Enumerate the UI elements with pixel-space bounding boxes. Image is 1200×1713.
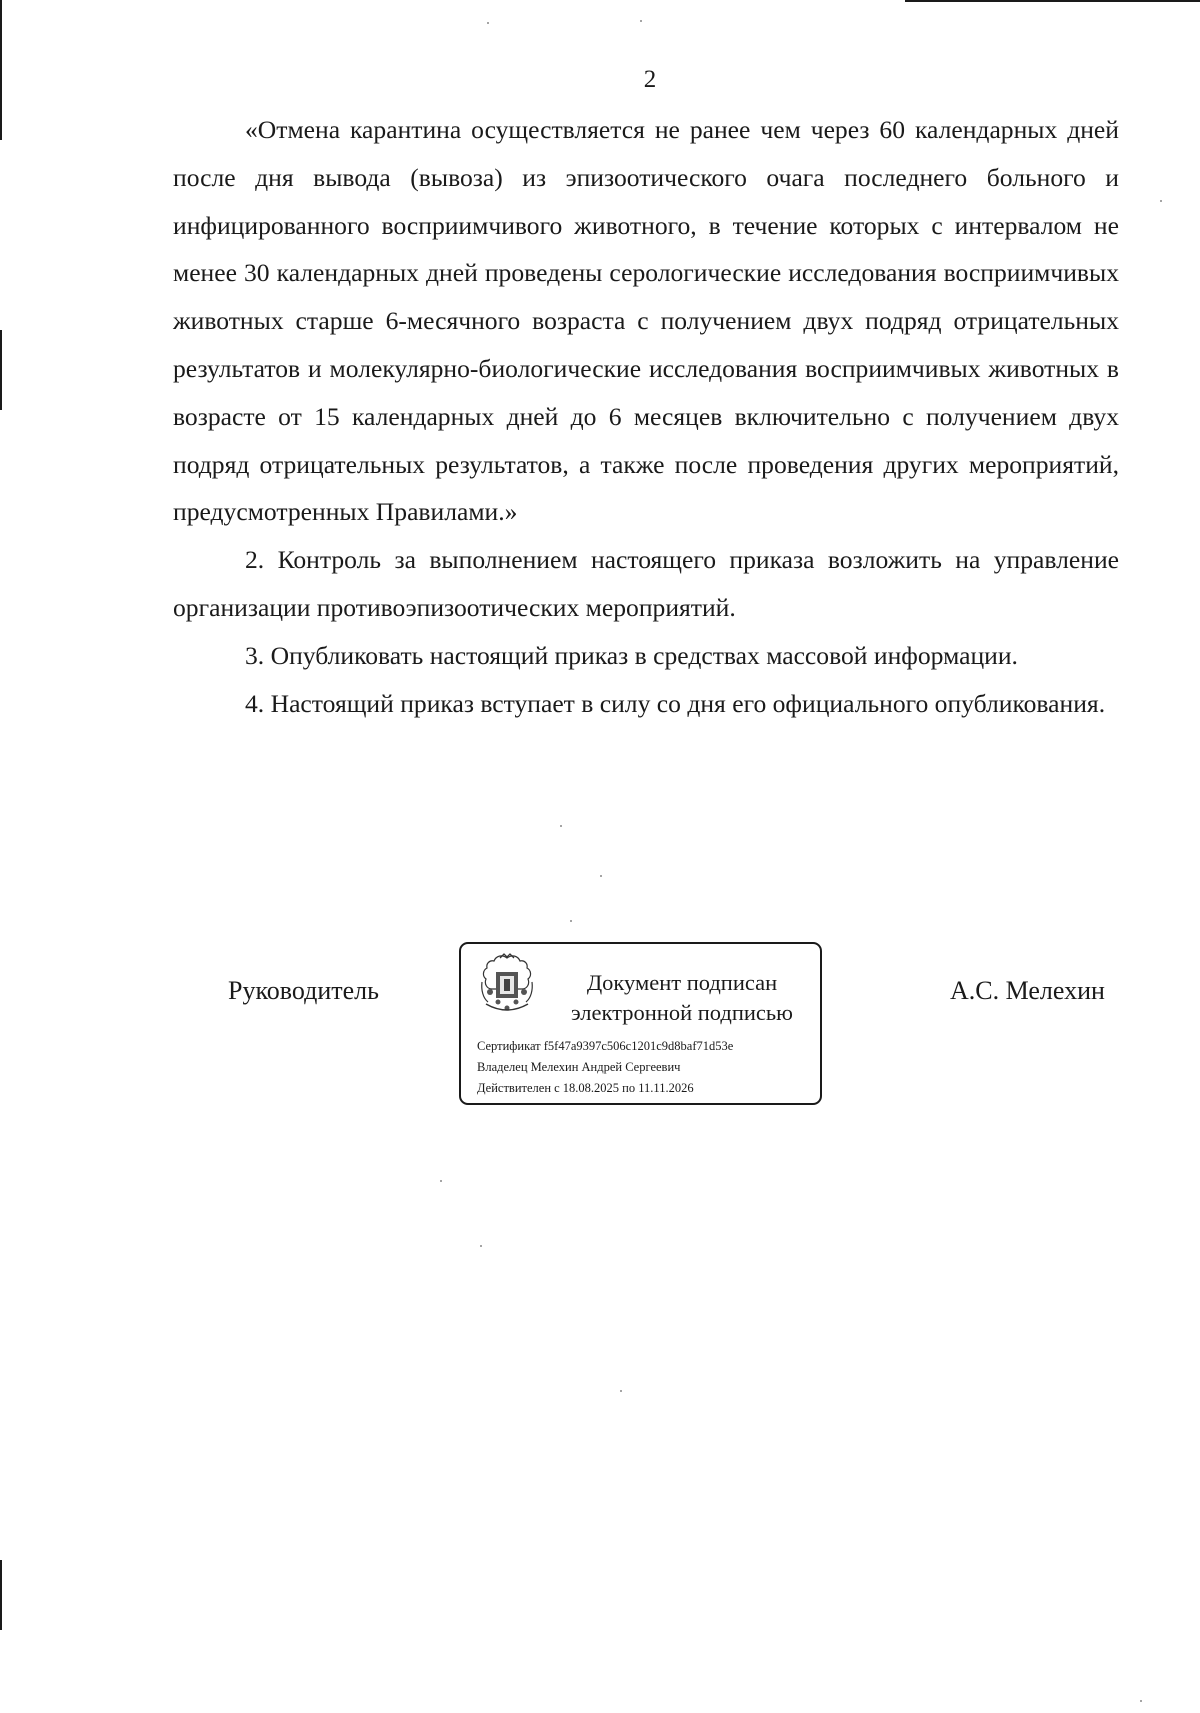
scan-edge-line-top — [905, 0, 1200, 2]
scan-speck — [570, 920, 572, 922]
paragraph-quarantine-cancellation: «Отмена карантина осуществляется не ранее чем через 60 календарных дней после дня вывода (вывоза) из эпизоотического очага последнего больного и инфицированного восприимчивого животного, в течение которых с интервалом не менее 30 календарных дней проведены серологические исследования восприимчивых животных старше 6-месячного возраста с получением двух подряд отрицательных результатов и молекулярно-биологические исследования восприимчивых животных в возрасте от 15 календарных дней до 6 месяцев включительно с получением двух подряд отрицательных результатов, а также после проведения других мероприятий, предусмотренных Правилами.» — [173, 115, 1119, 527]
stamp-details — [477, 1036, 733, 1099]
stamp-title-line-1: Документ подписан — [586, 970, 778, 995]
order-body — [173, 106, 1119, 727]
scan-speck — [1140, 1700, 1142, 1702]
scan-edge-line-left-2 — [0, 330, 2, 410]
stamp-certificate: Сертификат f5f47a9397c506c1201c9d8baf71d53e — [477, 1039, 734, 1053]
scan-speck — [560, 825, 562, 827]
paragraph-entry-into-force: 4. Настоящий приказ вступает в силу со дня его официального опубликования. — [245, 688, 1106, 718]
scan-speck — [640, 20, 642, 22]
signer-position: Руководитель — [228, 976, 379, 1005]
scan-speck — [440, 1180, 442, 1182]
scan-edge-line-left-3 — [0, 1560, 2, 1630]
stamp-owner: Владелец Мелехин Андрей Сергеевич — [477, 1060, 681, 1074]
signature-block — [0, 940, 1200, 1120]
paragraph-publication: 3. Опубликовать настоящий приказ в средствах массовой информации. — [245, 640, 1018, 670]
stamp-title-line-2: электронной подписью — [571, 1000, 793, 1025]
page-number: 2 — [643, 66, 657, 93]
stamp-title — [557, 968, 807, 1028]
electronic-signature-stamp — [459, 942, 822, 1105]
scan-speck — [487, 22, 489, 24]
stamp-validity: Действителен с 18.08.2025 по 11.11.2026 — [477, 1081, 694, 1095]
scan-speck — [480, 1245, 482, 1247]
scan-speck — [1160, 200, 1162, 202]
scan-speck — [620, 1390, 622, 1392]
paragraph-control: 2. Контроль за выполнением настоящего приказа возложить на управление организации противоэпизоотических мероприятий. — [173, 545, 1119, 622]
signer-name: А.С. Мелехин — [950, 976, 1105, 1005]
coat-of-arms-icon — [478, 952, 536, 1016]
scan-speck — [600, 875, 602, 877]
